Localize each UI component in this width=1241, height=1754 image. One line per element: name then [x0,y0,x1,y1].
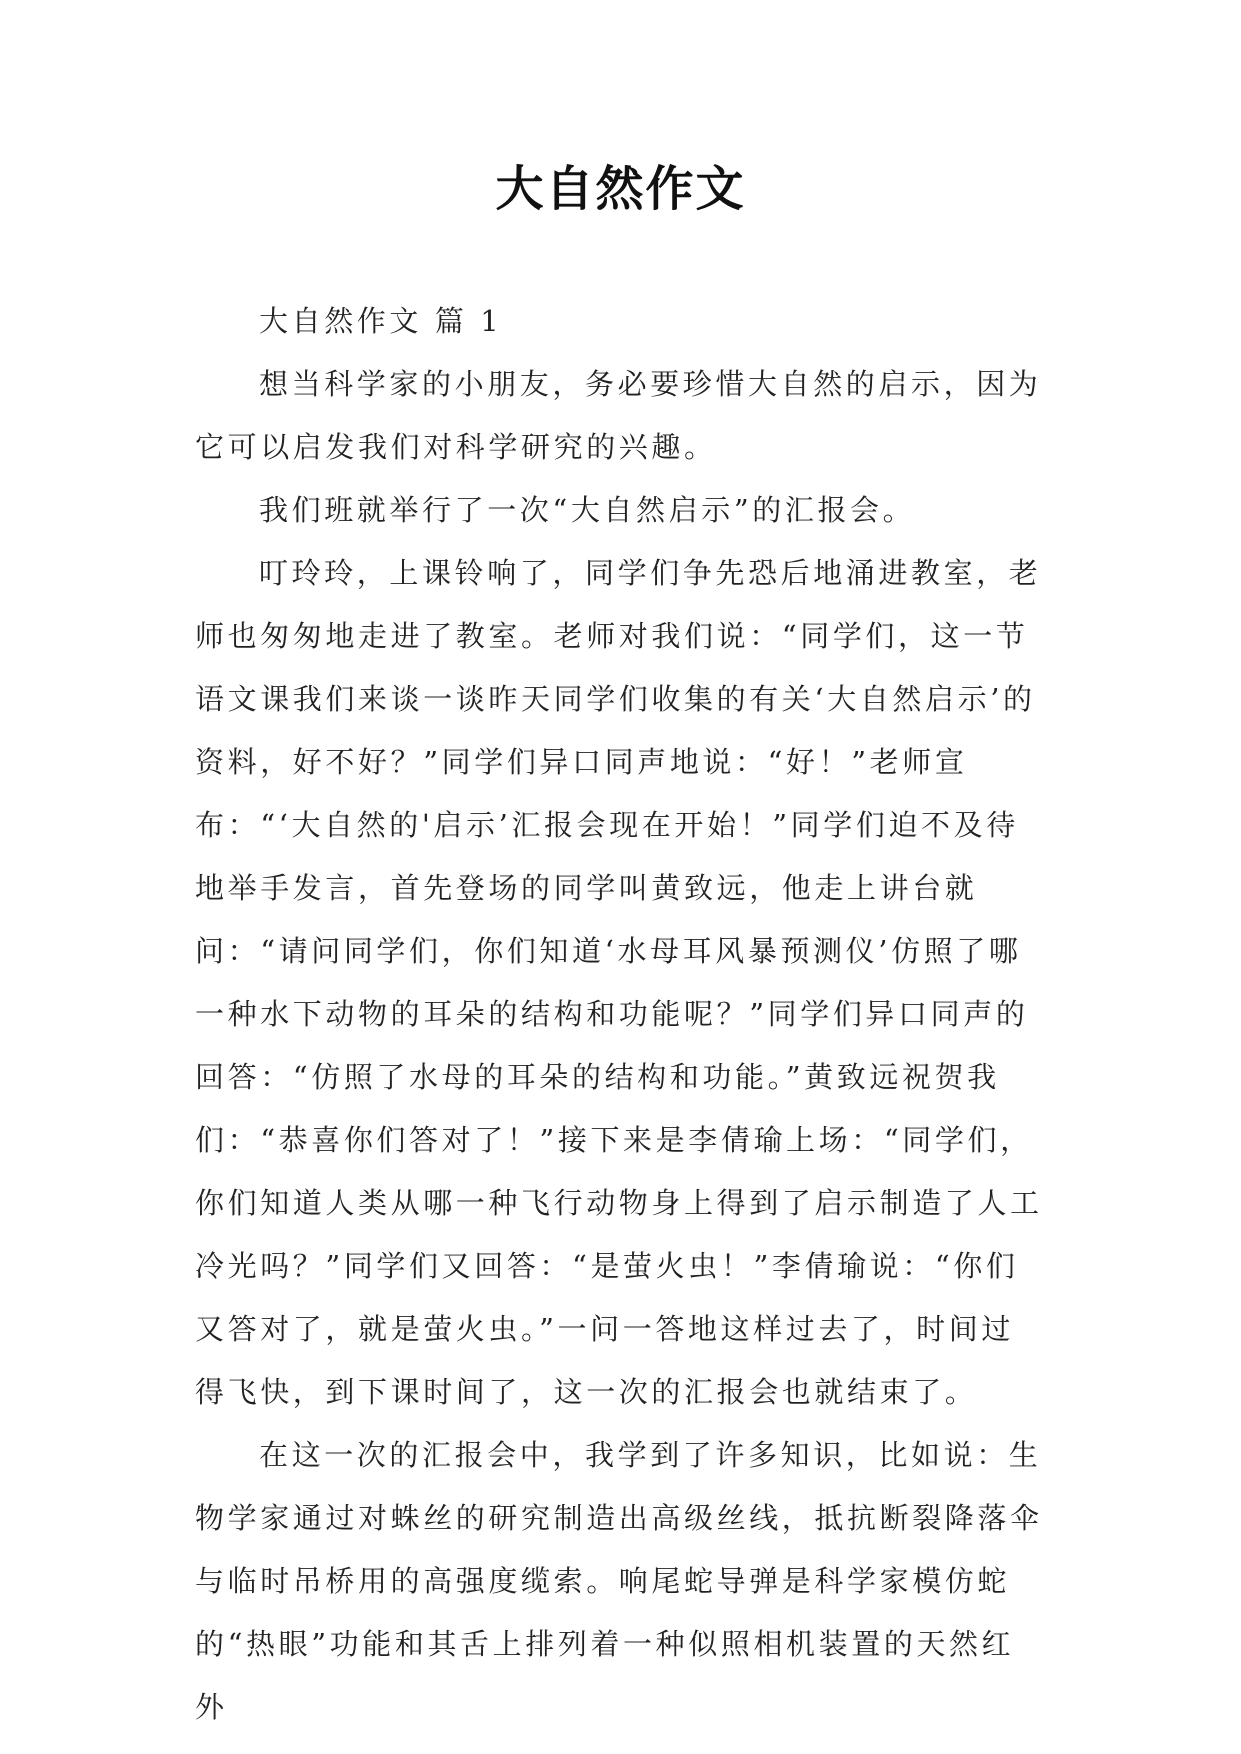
paragraph: 叮玲玲，上课铃响了，同学们争先恐后地涌进教室，老师也匆匆地走进了教室。老师对我们说：“同学们，这一节语文课我们来谈一谈昨天同学们收集的有关‘大自然启示’的资料，好不好？”同学们异口同声地说：“好！”老师宣布：“‘大自然的'启示’汇报会现在开始！”同学们迫不及待地举手发言，首先登场的同学叫黄致远，他走上讲台就问：“请问同学们，你们知道‘水母耳风暴预测仪’仿照了哪一种水下动物的耳朵的结构和功能呢？”同学们异口同声的回答：“仿照了水母的耳朵的结构和功能。”黄致远祝贺我们：“恭喜你们答对了！”接下来是李倩瑜上场：“同学们，你们知道人类从哪一种飞行动物身上得到了启示制造了人工冷光吗？”同学们又回答：“是萤火虫！”李倩瑜说：“你们又答对了，就是萤火虫。”一问一答地这样过去了，时间过得飞快，到下课时间了，这一次的汇报会也就结束了。 [195,556,1043,1409]
section-heading: 大自然作文 篇 1 [259,304,503,338]
paragraph: 在这一次的汇报会中，我学到了许多知识，比如说：生物学家通过对蛛丝的研究制造出高级丝线，抵抗断裂降落伞与临时吊桥用的高强度缆索。响尾蛇导弹是科学家模仿蛇的“热眼”功能和其舌上排列着一种似照相机装置的天然红外 [195,1438,1043,1724]
document-title: 大自然作文 [495,161,746,217]
document-body [195,290,1045,1739]
paragraph: 我们班就举行了一次“大自然启示”的汇报会。 [259,493,916,527]
paragraph: 想当科学家的小朋友，务必要珍惜大自然的启示，因为它可以启发我们对科学研究的兴趣。 [195,367,1042,464]
